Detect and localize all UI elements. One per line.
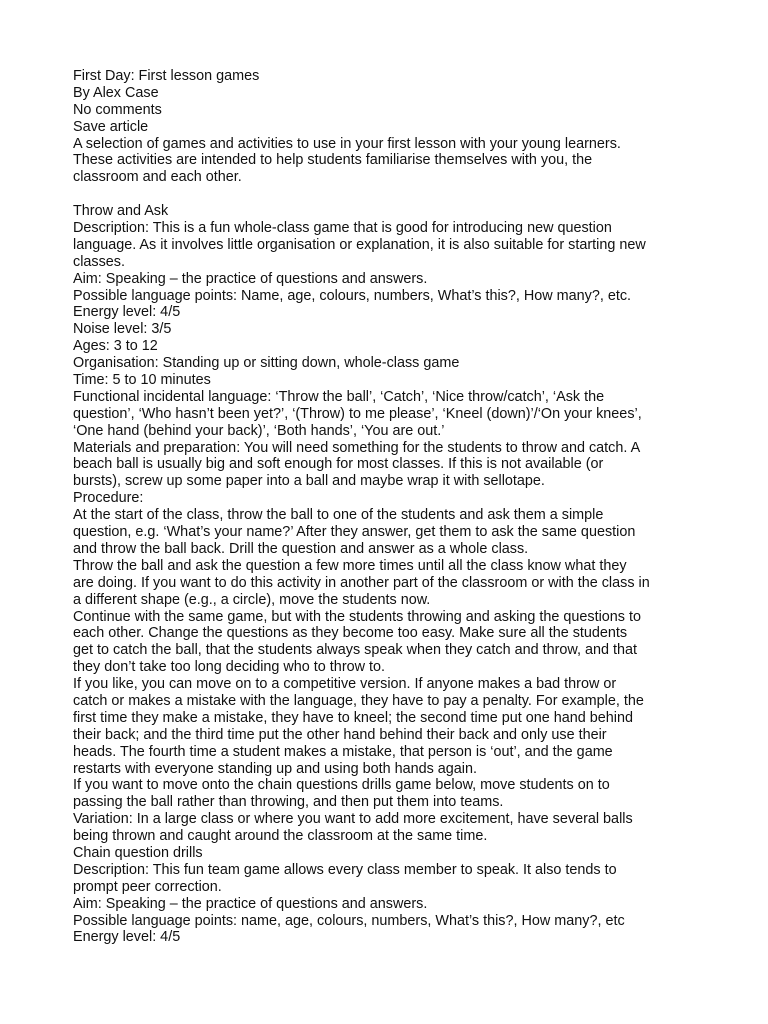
variation-line: Variation: In a large class or where you want to add more excitement, have several balls (73, 811, 633, 828)
section-chain-question-drills (73, 845, 703, 946)
description-line: prompt peer correction. (73, 878, 222, 895)
article-body (73, 68, 703, 946)
materials-line: Materials and preparation: You will need something for the students to throw and catch. A (73, 439, 641, 456)
procedure-line: first time they make a mistake, they have to kneel; the second time put one hand behind (73, 709, 633, 726)
save-article-link[interactable]: Save article (73, 118, 149, 135)
time-line: Time: 5 to 10 minutes (73, 372, 211, 389)
description-line: classes. (73, 253, 125, 270)
section-heading: Chain question drills (73, 844, 203, 861)
procedure-line: they don’t take too long deciding who to throw to. (73, 659, 385, 676)
functional-language-line: ‘One hand (behind your back)’, ‘Both hands’, ‘You are out.’ (73, 422, 445, 439)
procedure-line: At the start of the class, throw the ball to one of the students and ask them a simple (73, 507, 604, 524)
article-intro (73, 136, 703, 187)
energy-level-line: Energy level: 4/5 (73, 929, 181, 946)
procedure-line: and throw the ball back. Drill the question and answer as a whole class. (73, 540, 529, 557)
section-throw-and-ask (73, 203, 703, 845)
functional-language-line: Functional incidental language: ‘Throw the ball’, ‘Catch’, ‘Nice throw/catch’, ‘Ask the (73, 388, 605, 405)
procedure-line: catch or makes a mistake with the language, they have to pay a penalty. For example, the (73, 692, 644, 709)
article-author: By Alex Case (73, 84, 159, 101)
description-line: Description: This fun team game allows every class member to speak. It also tends to (73, 861, 617, 878)
materials-line: beach ball is usually big and soft enough for most classes. If this is not available (or (73, 456, 604, 473)
energy-level-line: Energy level: 4/5 (73, 304, 181, 321)
article-title: First Day: First lesson games (73, 68, 260, 84)
procedure-line: passing the ball rather than throwing, and then put them into teams. (73, 794, 504, 811)
procedure-line: each other. Change the questions as they become too easy. Make sure all the students (73, 625, 628, 642)
intro-line: A selection of games and activities to use in your first lesson with your young learners. (73, 135, 621, 152)
procedure-line: heads. The fourth time a student makes a mistake, that person is ‘out’, and the game (73, 743, 613, 760)
procedure-line: their back; and the third time put the other hand behind their back and only use their (73, 726, 607, 743)
section-heading: Throw and Ask (73, 203, 169, 220)
procedure-line: are doing. If you want to do this activity in another part of the classroom or with the class in (73, 574, 650, 591)
language-points-line: Possible language points: name, age, colours, numbers, What’s this?, How many?, etc (73, 912, 625, 929)
description-line: Description: This is a fun whole-class game that is good for introducing new question (73, 220, 612, 237)
procedure-heading: Procedure: (73, 490, 144, 507)
functional-language-line: question’, ‘Who hasn’t been yet?’, ‘(Throw) to me please’, ‘Kneel (down)’/‘On your knees’, (73, 405, 642, 422)
materials-line: bursts), screw up some paper into a ball and maybe wrap it with sellotape. (73, 473, 545, 490)
noise-level-line: Noise level: 3/5 (73, 321, 172, 338)
intro-line: These activities are intended to help students familiarise themselves with you, the (73, 152, 593, 169)
procedure-line: If you like, you can move on to a competitive version. If anyone makes a bad throw or (73, 676, 617, 693)
language-points-line: Possible language points: Name, age, colours, numbers, What’s this?, How many?, etc. (73, 287, 632, 304)
comments-link[interactable]: No comments (73, 101, 162, 118)
procedure-line: a different shape (e.g., a circle), move the students now. (73, 591, 431, 608)
aim-line: Aim: Speaking – the practice of questions and answers. (73, 895, 428, 912)
organisation-line: Organisation: Standing up or sitting down, whole-class game (73, 355, 460, 372)
procedure-line: question, e.g. ‘What’s your name?’ After they answer, get them to ask the same question (73, 524, 636, 541)
procedure-line: If you want to move onto the chain questions drills game below, move students on to (73, 777, 610, 794)
variation-line: being thrown and caught around the classroom at the same time. (73, 828, 488, 845)
procedure-line: Throw the ball and ask the question a few more times until all the class know what they (73, 557, 627, 574)
procedure-line: Continue with the same game, but with the students throwing and asking the questions to (73, 608, 641, 625)
procedure-line: restarts with everyone standing up and using both hands again. (73, 760, 478, 777)
ages-line: Ages: 3 to 12 (73, 338, 158, 355)
description-line: language. As it involves little organisation or explanation, it is also suitable for starting new (73, 236, 646, 253)
intro-line: classroom and each other. (73, 169, 242, 186)
paragraph-gap (73, 186, 703, 203)
aim-line: Aim: Speaking – the practice of questions and answers. (73, 270, 428, 287)
procedure-line: get to catch the ball, that the students always speak when they catch and throw, and that (73, 642, 637, 659)
